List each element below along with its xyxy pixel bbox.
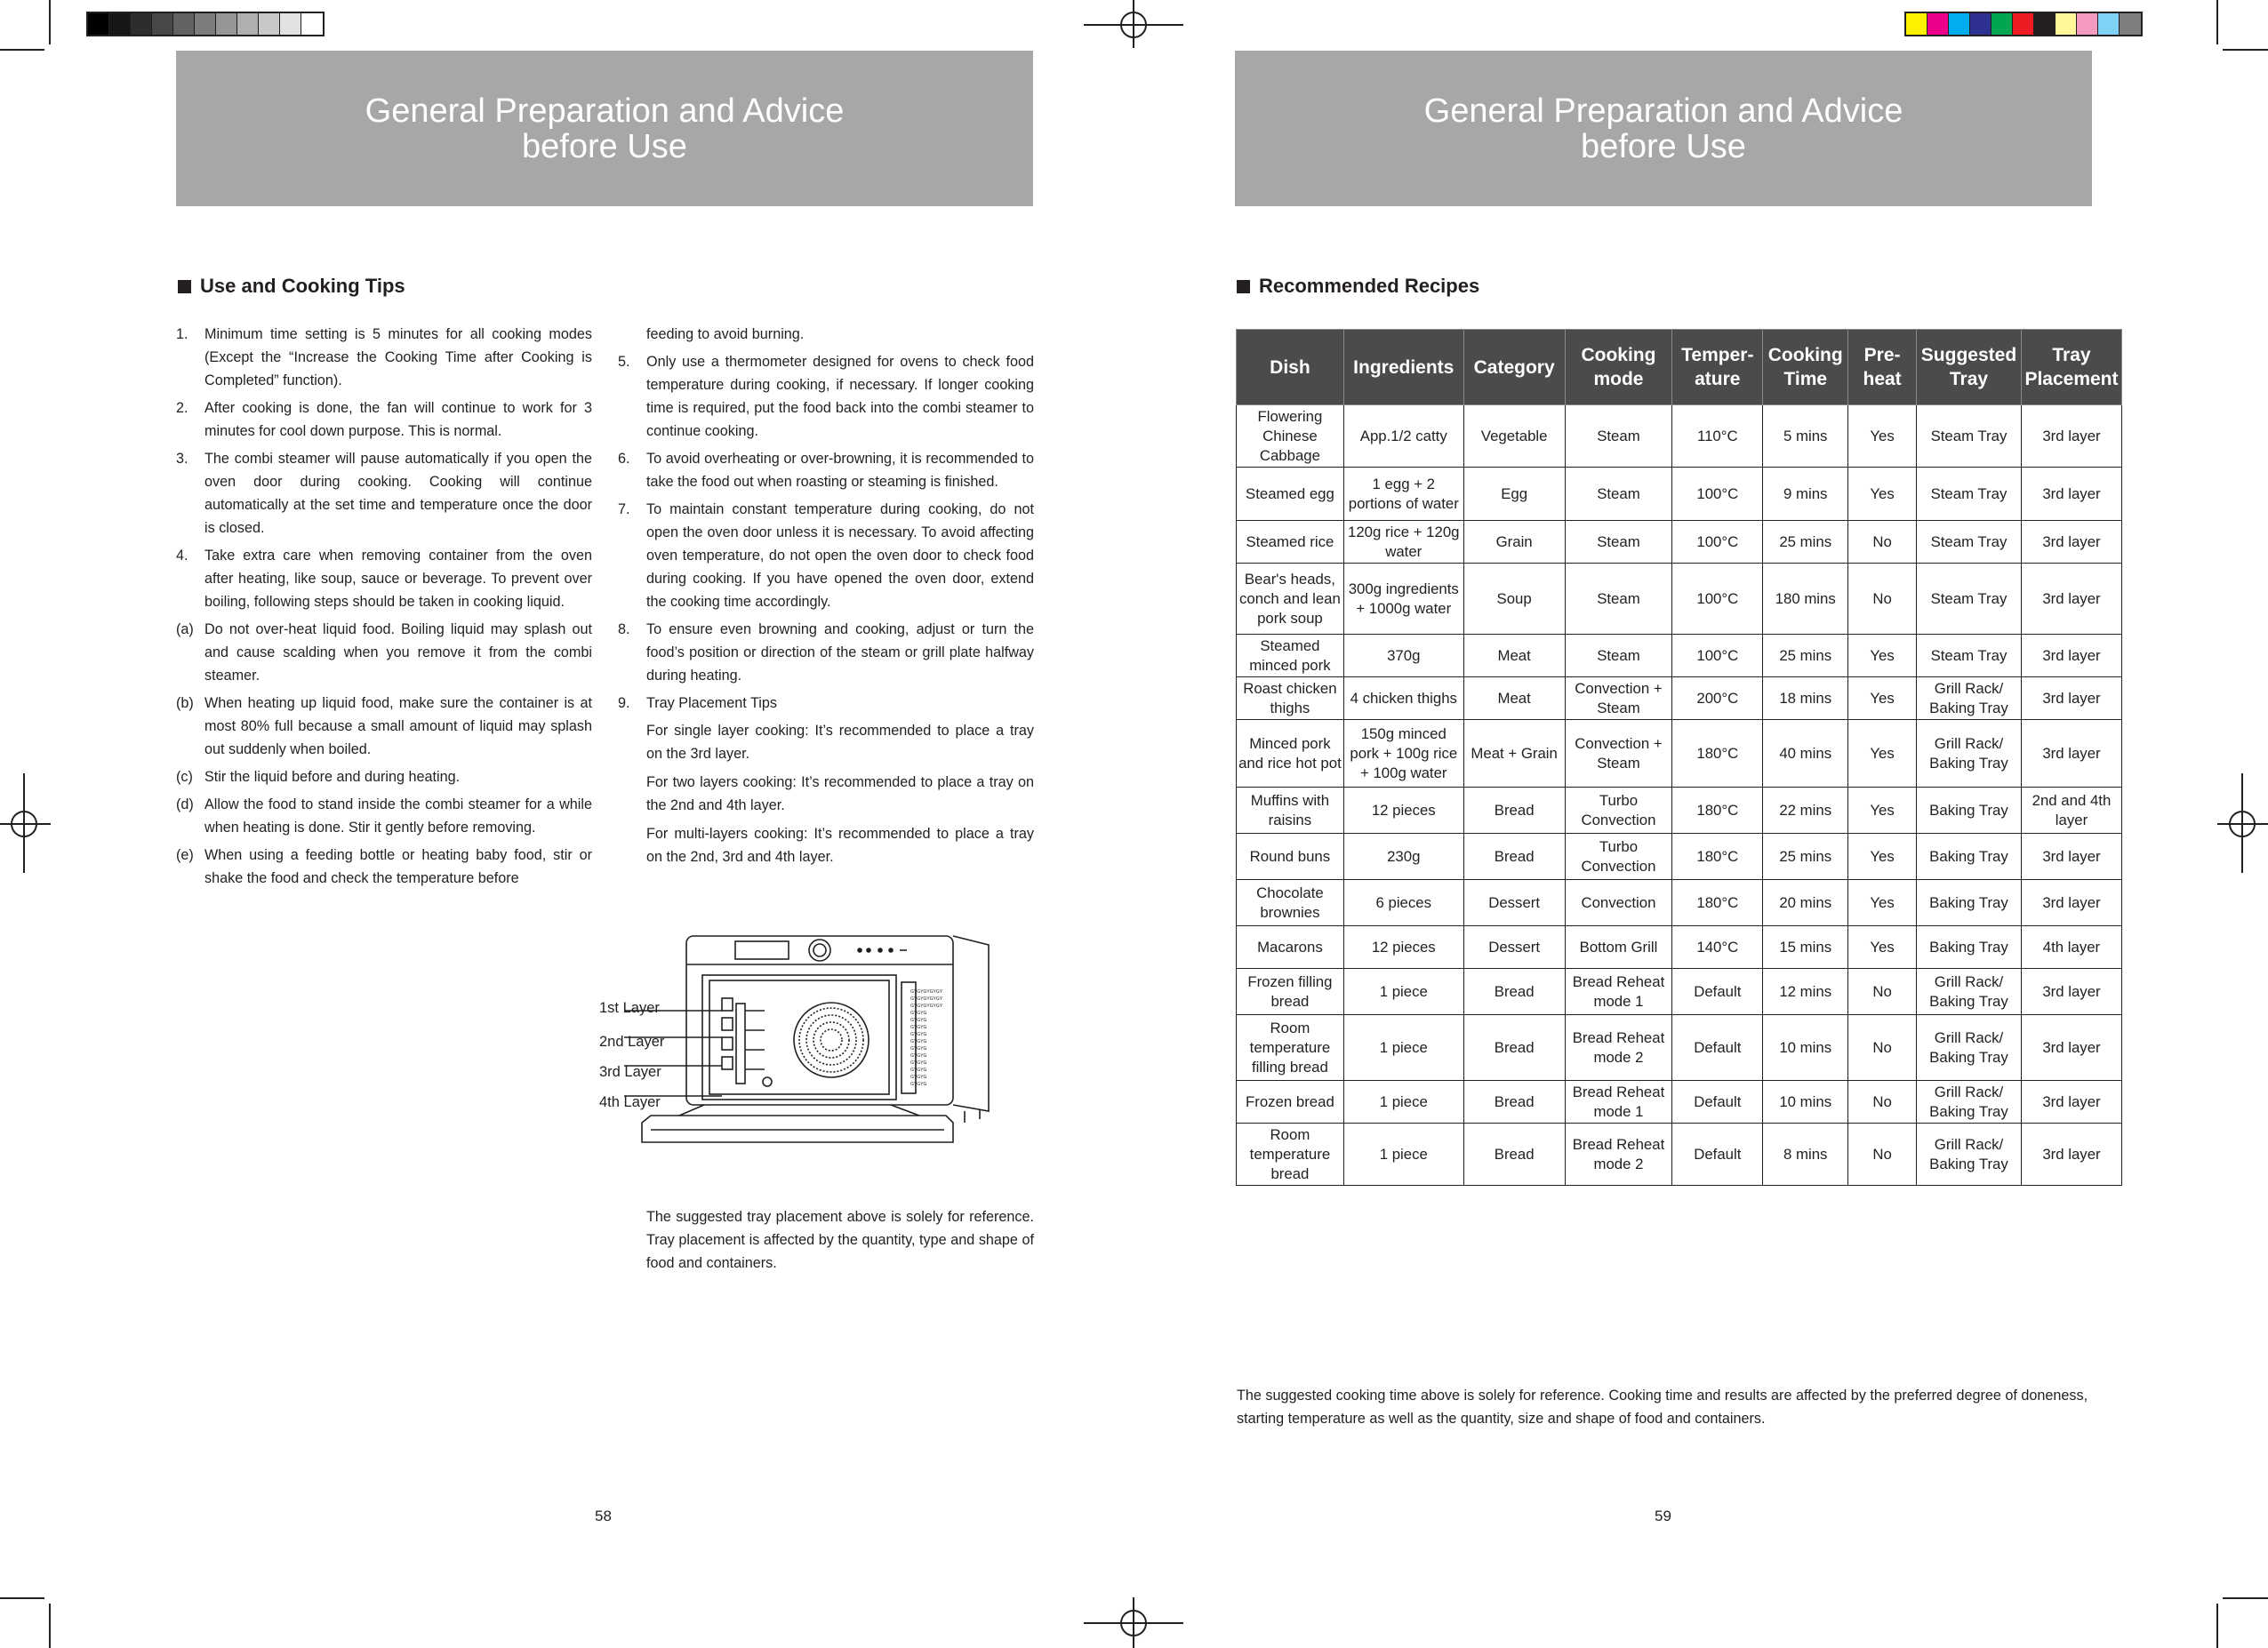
table-cell: 2nd and 4th layer — [2021, 788, 2121, 834]
tip-item — [176, 447, 592, 540]
tip-number: (b) — [176, 695, 194, 711]
header-line-1: General Preparation and Advice — [365, 92, 845, 130]
table-cell: 8 mins — [1763, 1124, 1848, 1186]
table-cell: 1 piece — [1343, 969, 1463, 1015]
tips-column-2 — [618, 323, 1034, 874]
table-cell: Baking Tray — [1917, 788, 2022, 834]
gray-swatch — [109, 13, 131, 35]
tip-number: (e) — [176, 847, 194, 863]
table-cell: Round buns — [1237, 834, 1344, 880]
table-cell: Steam Tray — [1917, 405, 2022, 468]
header-line-2: before Use — [522, 127, 687, 165]
tip-item — [176, 396, 592, 443]
table-cell: Chocolate brownies — [1237, 880, 1344, 926]
gray-swatch — [237, 13, 259, 35]
table-row — [1237, 969, 2122, 1015]
tip-text: To maintain constant temperature during cooking, do not open the oven door unless it is necessary. To avoid affecting oven temperature, do not open the oven door to check food during cooking. If you have opened the oven door, extend the cooking time accordingly. — [646, 501, 1034, 610]
svg-text:GYGYGYGYGY: GYGYGYGYGY — [910, 989, 943, 995]
table-cell: 180°C — [1672, 880, 1763, 926]
table-cell: 9 mins — [1763, 468, 1848, 521]
tip-text: When heating up liquid food, make sure the container is at most 80% full because a small amount of liquid may splash out suddenly when boiled. — [204, 695, 592, 757]
svg-text:GYGYGYGYGY: GYGYGYGYGY — [910, 996, 943, 1002]
table-row — [1237, 880, 2122, 926]
figure-note: The suggested tray placement above is solely for reference. Tray placement is affected by the quantity, type and shape of food and containers. — [646, 1209, 1034, 1271]
table-cell: Steamed egg — [1237, 468, 1344, 521]
table-cell: 25 mins — [1763, 521, 1848, 564]
color-swatch — [1992, 13, 2013, 35]
table-cell: 150g minced pork + 100g rice + 100g water — [1343, 720, 1463, 788]
table-cell: No — [1848, 969, 1917, 1015]
table-row — [1237, 926, 2122, 969]
tip-text: To ensure even browning and cooking, adjust or turn the food’s position or direction of the steam or grill plate halfway during heating. — [646, 621, 1034, 684]
table-cell: 10 mins — [1763, 1015, 1848, 1081]
tip-continuation: feeding to avoid burning. — [646, 326, 805, 342]
color-swatch — [2056, 13, 2077, 35]
table-cell: Steam Tray — [1917, 564, 2022, 635]
table-cell: 22 mins — [1763, 788, 1848, 834]
tip-text: Minimum time setting is 5 minutes for all cooking modes (Except the “Increase the Cooking Time after Cooking is Completed” function). — [204, 326, 592, 388]
table-cell: Bread Reheat mode 2 — [1565, 1124, 1672, 1186]
table-cell: Bread — [1463, 1081, 1565, 1124]
layer-1-label: 1st Layer — [599, 1000, 660, 1016]
table-cell: 180°C — [1672, 788, 1763, 834]
tray-tip: For two layers cooking: It’s recommended to place a tray on the 2nd and 4th layer. — [646, 774, 1034, 813]
column-header: Temper- ature — [1672, 330, 1763, 405]
table-cell: 6 pieces — [1343, 880, 1463, 926]
tip-number: 8. — [618, 621, 630, 637]
square-bullet-icon — [178, 280, 191, 293]
table-cell: Room temperature filling bread — [1237, 1015, 1344, 1081]
table-cell: Dessert — [1463, 926, 1565, 969]
table-cell: 3rd layer — [2021, 1015, 2121, 1081]
color-swatch — [2120, 13, 2141, 35]
table-cell: Default — [1672, 1015, 1763, 1081]
table-row — [1237, 720, 2122, 788]
header-line-2: before Use — [1581, 127, 1746, 165]
table-cell: Grill Rack/ Baking Tray — [1917, 969, 2022, 1015]
column-header: Ingredients — [1343, 330, 1463, 405]
tip-item — [618, 447, 1034, 493]
table-cell: Steam — [1565, 468, 1672, 521]
table-row — [1237, 521, 2122, 564]
table-cell: Grill Rack/ Baking Tray — [1917, 1015, 2022, 1081]
table-cell: Vegetable — [1463, 405, 1565, 468]
table-cell: Bear's heads, conch and lean pork soup — [1237, 564, 1344, 635]
tip-item — [176, 844, 592, 890]
table-row — [1237, 1015, 2122, 1081]
color-swatch — [2098, 13, 2120, 35]
table-cell: 1 egg + 2 portions of water — [1343, 468, 1463, 521]
table-row — [1237, 468, 2122, 521]
table-cell: 3rd layer — [2021, 635, 2121, 677]
table-cell: 180 mins — [1763, 564, 1848, 635]
recommended-recipes-title — [1237, 275, 1479, 298]
tip-number: (c) — [176, 769, 193, 785]
table-cell: Grill Rack/ Baking Tray — [1917, 720, 2022, 788]
color-swatch — [1949, 13, 1970, 35]
table-cell: Yes — [1848, 788, 1917, 834]
table-cell: Grill Rack/ Baking Tray — [1917, 1124, 2022, 1186]
table-cell: 12 mins — [1763, 969, 1848, 1015]
table-cell: Baking Tray — [1917, 880, 2022, 926]
table-cell: Roast chicken thighs — [1237, 677, 1344, 720]
table-cell: 180°C — [1672, 834, 1763, 880]
square-bullet-icon — [1237, 280, 1250, 293]
table-cell: Bread Reheat mode 2 — [1565, 1015, 1672, 1081]
table-cell: Convection + Steam — [1565, 677, 1672, 720]
table-cell: No — [1848, 1081, 1917, 1124]
table-cell: 180°C — [1672, 720, 1763, 788]
tip-item — [176, 765, 592, 788]
tip-text: Take extra care when removing container from the oven after heating, like soup, sauce or beverage. To prevent over boiling, following steps should be taken in cooking liquid. — [204, 548, 592, 610]
table-cell: 3rd layer — [2021, 564, 2121, 635]
table-cell: 120g rice + 120g water — [1343, 521, 1463, 564]
tip-number: 9. — [618, 695, 630, 711]
table-cell: Yes — [1848, 635, 1917, 677]
svg-text:GYGYG: GYGYG — [910, 1075, 927, 1080]
table-cell: Minced pork and rice hot pot — [1237, 720, 1344, 788]
table-cell: Yes — [1848, 677, 1917, 720]
table-cell: Default — [1672, 1124, 1763, 1186]
right-page-header — [1235, 51, 2092, 206]
svg-text:GYGYG: GYGYG — [910, 1018, 927, 1023]
column-header: Cooking mode — [1565, 330, 1672, 405]
tip-number: 2. — [176, 400, 188, 416]
table-cell: Grain — [1463, 521, 1565, 564]
gray-swatch — [88, 13, 109, 35]
tip-text: Only use a thermometer designed for ovens to check food temperature during cooking, if necessary. If longer cooking time is required, put the food back into the combi steamer to continue cooking. — [646, 354, 1034, 439]
table-cell: 3rd layer — [2021, 720, 2121, 788]
gray-swatch — [173, 13, 195, 35]
svg-text:GYGYG: GYGYG — [910, 1011, 927, 1016]
tip-item — [618, 692, 1034, 715]
table-cell: 3rd layer — [2021, 834, 2121, 880]
header-line-1: General Preparation and Advice — [1423, 92, 1903, 130]
color-swatch — [2077, 13, 2098, 35]
table-cell: Turbo Convection — [1565, 834, 1672, 880]
table-row — [1237, 834, 2122, 880]
tip-item — [176, 618, 592, 687]
table-row — [1237, 788, 2122, 834]
color-swatch — [2034, 13, 2056, 35]
table-cell: 20 mins — [1763, 880, 1848, 926]
table-cell: Steam Tray — [1917, 468, 2022, 521]
table-cell: Dessert — [1463, 880, 1565, 926]
table-cell: Yes — [1848, 405, 1917, 468]
tip-number: 1. — [176, 326, 188, 342]
tip-number: 3. — [176, 451, 188, 467]
table-cell: 100°C — [1672, 521, 1763, 564]
table-cell: Egg — [1463, 468, 1565, 521]
table-cell: 40 mins — [1763, 720, 1848, 788]
table-cell: 4 chicken thighs — [1343, 677, 1463, 720]
table-cell: 3rd layer — [2021, 969, 2121, 1015]
svg-text:GYGYG: GYGYG — [910, 1082, 927, 1087]
table-cell: Bread Reheat mode 1 — [1565, 969, 1672, 1015]
tip-number: (d) — [176, 796, 194, 812]
table-cell: 25 mins — [1763, 635, 1848, 677]
tip-item — [176, 692, 592, 761]
table-cell: Bread — [1463, 788, 1565, 834]
table-cell: Default — [1672, 969, 1763, 1015]
layer-3-label: 3rd Layer — [599, 1064, 661, 1080]
gray-swatch — [131, 13, 152, 35]
table-cell: Yes — [1848, 720, 1917, 788]
table-cell: Convection — [1565, 880, 1672, 926]
table-header-row — [1237, 330, 2122, 405]
table-cell: Yes — [1848, 880, 1917, 926]
tip-item — [176, 793, 592, 839]
gray-swatch — [195, 13, 216, 35]
table-cell: 3rd layer — [2021, 468, 2121, 521]
tip-text: To avoid overheating or over-browning, it is recommended to take the food out when roasting or steaming is finished. — [646, 451, 1034, 490]
table-cell: 110°C — [1672, 405, 1763, 468]
table-cell: Steam — [1565, 405, 1672, 468]
tip-number: 4. — [176, 548, 188, 564]
table-cell: No — [1848, 564, 1917, 635]
table-cell: 3rd layer — [2021, 1081, 2121, 1124]
table-cell: 1 piece — [1343, 1015, 1463, 1081]
table-cell: Meat + Grain — [1463, 720, 1565, 788]
table-cell: 3rd layer — [2021, 1124, 2121, 1186]
table-cell: 3rd layer — [2021, 677, 2121, 720]
column-header: Dish — [1237, 330, 1344, 405]
table-cell: Steam Tray — [1917, 635, 2022, 677]
table-cell: 12 pieces — [1343, 926, 1463, 969]
table-cell: Steamed rice — [1237, 521, 1344, 564]
page-number-right: 59 — [1655, 1508, 1671, 1524]
table-cell: Meat — [1463, 677, 1565, 720]
table-cell: Bread — [1463, 834, 1565, 880]
tip-text: Allow the food to stand inside the combi steamer for a while when heating is done. Stir it gently before removing. — [204, 796, 592, 836]
table-row — [1237, 1081, 2122, 1124]
layer-4-label: 4th Layer — [599, 1094, 661, 1110]
tip-item — [618, 618, 1034, 687]
layer-2-label: 2nd Layer — [599, 1034, 665, 1050]
color-bar — [1904, 12, 2143, 36]
section-title-text: Recommended Recipes — [1259, 275, 1480, 297]
table-cell: 300g ingredients + 1000g water — [1343, 564, 1463, 635]
table-cell: Soup — [1463, 564, 1565, 635]
table-cell: Convection + Steam — [1565, 720, 1672, 788]
tip-text: After cooking is done, the fan will continue to work for 3 minutes for cool down purpose. This is normal. — [204, 400, 592, 439]
recipes-table — [1236, 329, 2122, 1186]
table-cell: 1 piece — [1343, 1124, 1463, 1186]
tip-number: 5. — [618, 354, 630, 370]
table-cell: Bread — [1463, 969, 1565, 1015]
table-cell: 3rd layer — [2021, 521, 2121, 564]
table-cell: Bottom Grill — [1565, 926, 1672, 969]
svg-text:GYGYG: GYGYG — [910, 1039, 927, 1044]
table-cell: 25 mins — [1763, 834, 1848, 880]
color-swatch — [1970, 13, 1992, 35]
table-cell: Bread — [1463, 1015, 1565, 1081]
tip-text: Stir the liquid before and during heating. — [204, 769, 461, 785]
table-cell: 100°C — [1672, 468, 1763, 521]
column-header: Category — [1463, 330, 1565, 405]
tip-number: 7. — [618, 501, 630, 517]
table-row — [1237, 1124, 2122, 1186]
table-cell: App.1/2 catty — [1343, 405, 1463, 468]
left-page-header — [176, 51, 1033, 206]
table-note: The suggested cooking time above is solely for reference. Cooking time and results are affected by the preferred degree of doneness, starting temperature as well as the quantity, size and shape of food and containers. — [1237, 1388, 2088, 1427]
table-cell: 100°C — [1672, 564, 1763, 635]
table-cell: Grill Rack/ Baking Tray — [1917, 677, 2022, 720]
svg-text:GYGYG: GYGYG — [910, 1053, 927, 1059]
tray-tip: For multi-layers cooking: It’s recommended to place a tray on the 2nd, 3rd and 4th layer. — [646, 826, 1034, 865]
section-title-text: Use and Cooking Tips — [200, 275, 405, 297]
table-row — [1237, 677, 2122, 720]
color-swatch — [2013, 13, 2034, 35]
table-cell: Frozen bread — [1237, 1081, 1344, 1124]
tip-item — [618, 350, 1034, 443]
svg-text:GYGYG: GYGYG — [910, 1025, 927, 1030]
use-cooking-tips-title — [178, 275, 405, 298]
table-cell: 230g — [1343, 834, 1463, 880]
svg-text:GYGYG: GYGYG — [910, 1068, 927, 1073]
tip-number: (a) — [176, 621, 194, 637]
table-cell: 10 mins — [1763, 1081, 1848, 1124]
tip-text: Tray Placement Tips — [646, 695, 777, 711]
gray-scale-bar — [86, 12, 325, 36]
table-cell: 1 piece — [1343, 1081, 1463, 1124]
tip-text: The combi steamer will pause automatically if you open the oven door during cooking. Cooking will continue automatically at the set time and temperature once the door is closed. — [204, 451, 592, 536]
table-cell: Turbo Convection — [1565, 788, 1672, 834]
page-number-left: 58 — [595, 1508, 612, 1524]
table-cell: Yes — [1848, 926, 1917, 969]
table-cell: Baking Tray — [1917, 926, 2022, 969]
table-cell: 370g — [1343, 635, 1463, 677]
table-cell: Room temperature bread — [1237, 1124, 1344, 1186]
tips-column-1 — [176, 323, 592, 894]
table-cell: Steamed minced pork — [1237, 635, 1344, 677]
table-cell: No — [1848, 1015, 1917, 1081]
table-cell: Steam — [1565, 521, 1672, 564]
table-cell: 100°C — [1672, 635, 1763, 677]
svg-text:GYGYG: GYGYG — [910, 1046, 927, 1052]
table-row — [1237, 635, 2122, 677]
svg-text:GYGYG: GYGYG — [910, 1032, 927, 1037]
gray-swatch — [152, 13, 173, 35]
tip-number: 6. — [618, 451, 630, 467]
column-header: Suggested Tray — [1917, 330, 2022, 405]
table-cell: Steam — [1565, 635, 1672, 677]
table-cell: Flowering Chinese Cabbage — [1237, 405, 1344, 468]
gray-swatch — [280, 13, 301, 35]
table-cell: 3rd layer — [2021, 405, 2121, 468]
table-cell: Meat — [1463, 635, 1565, 677]
column-header: Tray Placement — [2021, 330, 2121, 405]
column-header: Cooking Time — [1763, 330, 1848, 405]
table-cell: Grill Rack/ Baking Tray — [1917, 1081, 2022, 1124]
table-cell: Yes — [1848, 468, 1917, 521]
table-cell: 4th layer — [2021, 926, 2121, 969]
svg-text:GYGYGYGYGY: GYGYGYGYGY — [910, 1004, 943, 1009]
tip-item — [176, 544, 592, 613]
color-swatch — [1906, 13, 1927, 35]
table-cell: Steam Tray — [1917, 521, 2022, 564]
table-cell: Baking Tray — [1917, 834, 2022, 880]
table-cell: Muffins with raisins — [1237, 788, 1344, 834]
tray-tip: For single layer cooking: It’s recommended to place a tray on the 3rd layer. — [646, 723, 1034, 762]
table-cell: No — [1848, 1124, 1917, 1186]
column-header: Pre- heat — [1848, 330, 1917, 405]
gray-swatch — [216, 13, 237, 35]
table-cell: 12 pieces — [1343, 788, 1463, 834]
table-cell: Default — [1672, 1081, 1763, 1124]
table-row — [1237, 564, 2122, 635]
table-cell: No — [1848, 521, 1917, 564]
table-cell: 3rd layer — [2021, 880, 2121, 926]
table-cell: 18 mins — [1763, 677, 1848, 720]
gray-swatch — [301, 13, 323, 35]
tip-item — [176, 323, 592, 392]
table-cell: Bread — [1463, 1124, 1565, 1186]
table-cell: 140°C — [1672, 926, 1763, 969]
tip-text: Do not over-heat liquid food. Boiling liquid may splash out and cause scalding when you remove it from the combi steamer. — [204, 621, 592, 684]
svg-text:GYGYG: GYGYG — [910, 1060, 927, 1066]
table-cell: Macarons — [1237, 926, 1344, 969]
table-cell: Steam — [1565, 564, 1672, 635]
table-cell: 5 mins — [1763, 405, 1848, 468]
table-cell: Frozen filling bread — [1237, 969, 1344, 1015]
tip-text: When using a feeding bottle or heating baby food, stir or shake the food and check the temperature before — [204, 847, 592, 886]
table-cell: 15 mins — [1763, 926, 1848, 969]
table-cell: Yes — [1848, 834, 1917, 880]
color-swatch — [1927, 13, 1949, 35]
table-cell: 200°C — [1672, 677, 1763, 720]
gray-swatch — [259, 13, 280, 35]
tip-item — [618, 498, 1034, 613]
table-row — [1237, 405, 2122, 468]
table-cell: Bread Reheat mode 1 — [1565, 1081, 1672, 1124]
